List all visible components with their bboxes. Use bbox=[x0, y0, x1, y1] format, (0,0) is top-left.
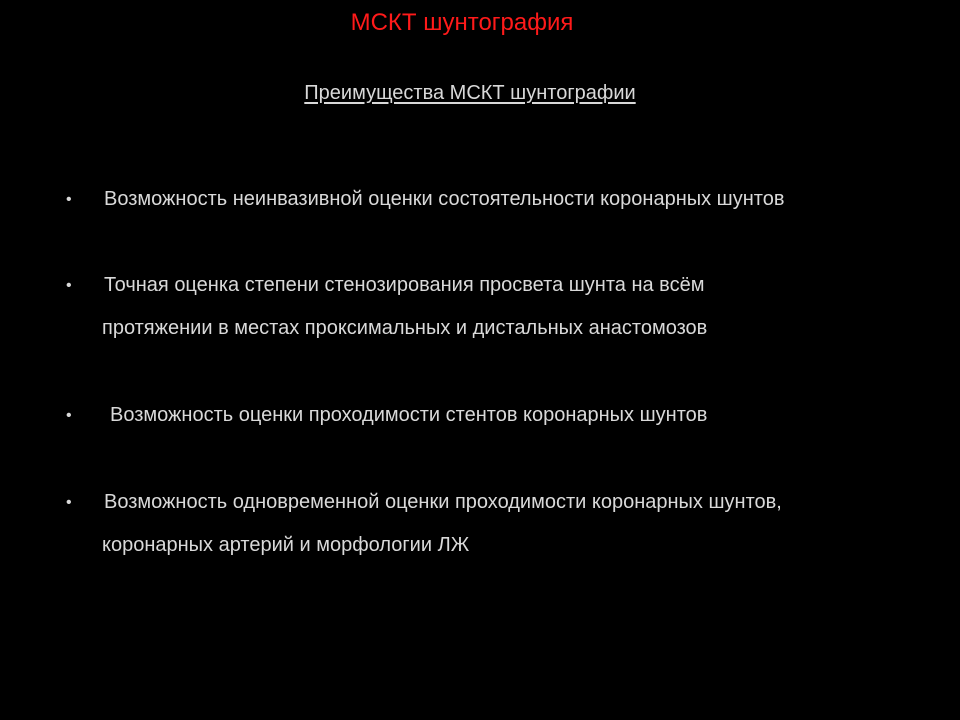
list-item-text: коронарных артерий и морфологии ЛЖ bbox=[102, 534, 470, 556]
bullet-marker: • bbox=[66, 407, 72, 424]
slide-subtitle: Преимущества МСКТ шунтографии bbox=[304, 82, 636, 104]
list-item-text: Возможность оценки проходимости стентов коронарных шунтов bbox=[110, 404, 708, 426]
bullet-marker: • bbox=[66, 191, 72, 208]
list-item-text: Возможность одновременной оценки проходимости коронарных шунтов, bbox=[104, 491, 782, 513]
list-item-text: Возможность неинвазивной оценки состоятельности коронарных шунтов bbox=[104, 188, 785, 210]
bullet-marker: • bbox=[66, 494, 72, 511]
list-item-text: протяжении в местах проксимальных и дистальных анастомозов bbox=[102, 317, 708, 339]
list-item-text: Точная оценка степени стенозирования просвета шунта на всём bbox=[104, 274, 705, 296]
bullet-marker: • bbox=[66, 277, 72, 294]
slide-title: МСКТ шунтография bbox=[350, 9, 574, 36]
